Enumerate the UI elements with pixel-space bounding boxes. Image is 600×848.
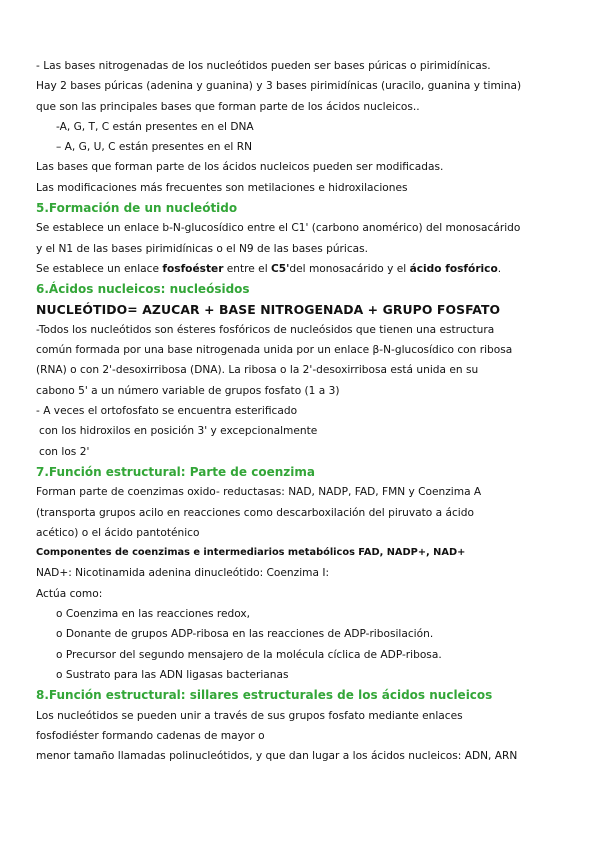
text-span: .: [497, 262, 502, 275]
text-line: Actúa como:: [36, 587, 103, 600]
bullet-marker: o: [56, 648, 63, 661]
text-span: del monosacárido y el: [289, 262, 410, 275]
text-line: Los nucleótidos se pueden unir a través de sus grupos fosfato mediante enlaces: [36, 709, 463, 722]
bold-line: Componentes de coenzimas e intermediarios metabólicos FAD, NADP+, NAD+: [36, 547, 466, 559]
list-item: [36, 645, 576, 665]
bold-term: ácido fosfórico: [409, 262, 498, 275]
text-line: -Todos los nucleótidos son ésteres fosfóricos de nucleósidos que tienen una estructura: [36, 323, 495, 336]
section-heading-8: 8.Función estructural: sillares estructurales de los ácidos nucleicos: [36, 688, 493, 703]
bold-term: fosfoéster: [162, 262, 224, 275]
text-line: con los hidroxilos en posición 3' y excepcionalmente: [39, 425, 318, 438]
formula-line: NUCLEÓTIDO= AZUCAR + BASE NITROGENADA + GRUPO FOSFATO: [36, 301, 501, 317]
bullet-marker: o: [56, 668, 63, 681]
fosfoester-line: [36, 259, 576, 279]
text-line: y el N1 de las bases pirimidínicas o el N9 de las bases púricas.: [36, 242, 369, 255]
text-line: cabono 5' a un número variable de grupos fosfato (1 a 3): [36, 384, 340, 397]
text-line: Se establece un enlace b-N-glucosídico entre el C1' (carbono anomérico) del monosacárido: [36, 222, 521, 235]
text-line: con los 2': [39, 445, 90, 458]
text-line: que son las principales bases que forman parte de los ácidos nucleicos..: [36, 100, 420, 113]
text-line: Hay 2 bases púricas (adenina y guanina) y 3 bases pirimidínicas (uracilo, guanina y timina): [36, 80, 522, 93]
section-heading-6: 6.Ácidos nucleicos: nucleósidos: [36, 282, 250, 297]
text-line: Las bases que forman parte de los ácidos nucleicos pueden ser modificadas.: [36, 161, 444, 174]
text-line-indented: -A, G, T, C están presentes en el DNA: [56, 120, 254, 133]
list-item: [36, 604, 576, 624]
list-item-text: Sustrato para las ADN ligasas bacterianas: [65, 668, 289, 681]
list-item: [36, 665, 576, 685]
text-span: entre el: [223, 262, 272, 275]
list-item-text: Precursor del segundo mensajero de la molécula cíclica de ADP-ribosa.: [65, 648, 442, 661]
text-line: fosfodiéster formando cadenas de mayor o: [36, 729, 265, 742]
text-span: Se establece un enlace: [36, 262, 163, 275]
text-line: menor tamaño llamadas polinucleótidos, y que dan lugar a los ácidos nucleicos: ADN, ARN: [36, 750, 518, 763]
text-line: Forman parte de coenzimas oxido- reductasas: NAD, NADP, FAD, FMN y Coenzima A: [36, 486, 482, 499]
bold-term: C5': [271, 262, 290, 275]
bullet-marker: o: [56, 628, 63, 641]
text-line: NAD+: Nicotinamida adenina dinucleótido: Coenzima I:: [36, 567, 330, 580]
text-line-indented: – A, G, U, C están presentes en el RN: [56, 141, 252, 154]
text-line: Las modificaciones más frecuentes son metilaciones e hidroxilaciones: [36, 181, 408, 194]
list-item-text: Donante de grupos ADP-ribosa en las reacciones de ADP-ribosilación.: [65, 628, 434, 641]
document-page: [36, 56, 576, 766]
text-line: común formada por una base nitrogenada unida por un enlace β-N-glucosídico con ribosa: [36, 344, 513, 357]
text-line: - Las bases nitrogenadas de los nucleótidos pueden ser bases púricas o pirimidínicas.: [36, 60, 491, 72]
section-heading-5: 5.Formación de un nucleótido: [36, 201, 238, 216]
list-item-text: Coenzima en las reacciones redox,: [65, 608, 251, 621]
text-line: (RNA) o con 2'-desoxirribosa (DNA). La ribosa o la 2'-desoxirribosa está unida en su: [36, 364, 479, 377]
text-line: - A veces el ortofosfato se encuentra esterificado: [36, 405, 298, 418]
text-line: acético) o el ácido pantoténico: [36, 526, 200, 539]
list-item: [36, 624, 576, 644]
text-line: (transporta grupos acilo en reacciones como descarboxilación del piruvato a ácido: [36, 506, 474, 519]
section-heading-7: 7.Función estructural: Parte de coenzima: [36, 464, 315, 479]
bullet-marker: o: [56, 608, 63, 621]
